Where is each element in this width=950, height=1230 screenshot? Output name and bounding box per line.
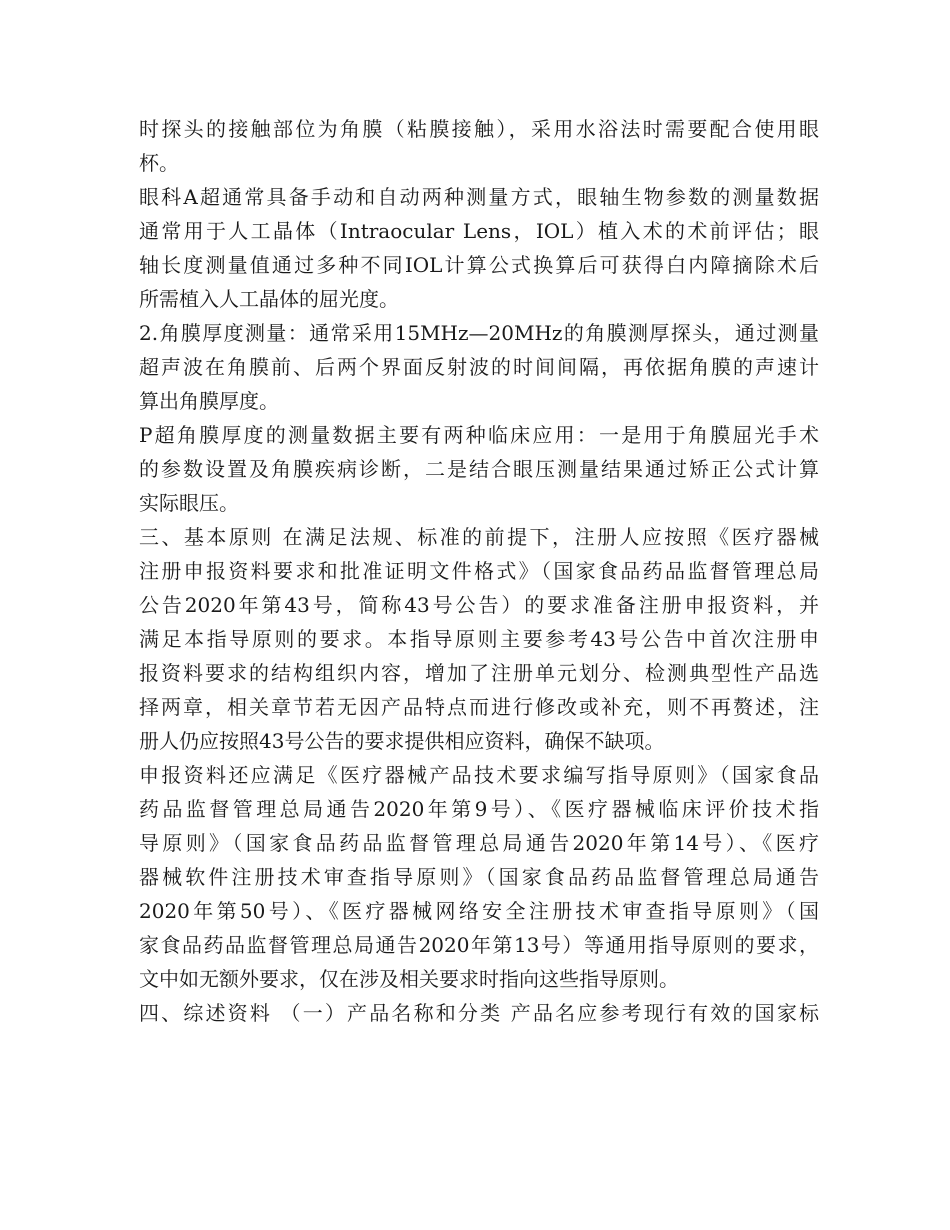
text-line-18: 择两章，相关章节若无因产品特点而进行修改或补充，则不再赘述，注 <box>139 695 819 719</box>
text-line-15: 公告2020年第43号，简称43号公告）的要求准备注册申报资料，并 <box>139 593 819 617</box>
text-line-8: 超声波在角膜前、后两个界面反射波的时间间隔，再依据角膜的声速计 <box>139 355 819 379</box>
text-line-27: 四、综述资料 （一）产品名称和分类 产品名应参考现行有效的国家标 <box>139 1001 819 1025</box>
text-line-3: 眼科A超通常具备手动和自动两种测量方式，眼轴生物参数的测量数据 <box>139 185 819 209</box>
text-line-12: 实际眼压。 <box>139 491 239 515</box>
text-line-19: 册人仍应按照43号公告的要求提供相应资料，确保不缺项。 <box>139 729 665 753</box>
text-line-21: 药品监督管理总局通告2020年第9号）、《医疗器械临床评价技术指 <box>139 797 819 821</box>
text-line-17: 报资料要求的结构组织内容，增加了注册单元划分、检测典型性产品选 <box>139 661 819 685</box>
text-line-1: 时探头的接触部位为角膜（粘膜接触），采用水浴法时需要配合使用眼 <box>139 117 819 141</box>
text-line-11: 的参数设置及角膜疾病诊断，二是结合眼压测量结果通过矫正公式计算 <box>139 457 819 481</box>
text-line-5: 轴长度测量值通过多种不同IOL计算公式换算后可获得白内障摘除术后 <box>139 253 819 277</box>
text-line-26: 文中如无额外要求，仅在涉及相关要求时指向这些指导原则。 <box>139 967 679 991</box>
document-body <box>139 112 819 1030</box>
text-line-7: 2.角膜厚度测量：通常采用15MHz—20MHz的角膜测厚探头，通过测量 <box>139 321 819 345</box>
text-line-6: 所需植入人工晶体的屈光度。 <box>139 287 399 311</box>
text-line-25: 家食品药品监督管理总局通告2020年第13号）等通用指导原则的要求， <box>139 933 819 957</box>
text-line-13: 三、基本原则 在满足法规、标准的前提下，注册人应按照《医疗器械 <box>139 525 819 549</box>
text-line-2: 杯。 <box>139 151 179 175</box>
text-line-22: 导原则》（国家食品药品监督管理总局通告2020年第14号）、《医疗 <box>139 831 819 855</box>
text-line-24: 2020年第50号）、《医疗器械网络安全注册技术审查指导原则》（国 <box>139 899 819 923</box>
text-line-20: 申报资料还应满足《医疗器械产品技术要求编写指导原则》（国家食品 <box>139 763 819 787</box>
text-line-4: 通常用于人工晶体（Intraocular Lens，IOL）植入术的术前评估；眼 <box>139 219 819 243</box>
text-line-10: P超角膜厚度的测量数据主要有两种临床应用：一是用于角膜屈光手术 <box>139 423 819 447</box>
text-line-14: 注册申报资料要求和批准证明文件格式》（国家食品药品监督管理总局 <box>139 559 819 583</box>
text-line-16: 满足本指导原则的要求。本指导原则主要参考43号公告中首次注册申 <box>139 627 819 651</box>
text-line-9: 算出角膜厚度。 <box>139 389 279 413</box>
text-line-23: 器械软件注册技术审查指导原则》（国家食品药品监督管理总局通告 <box>139 865 819 889</box>
